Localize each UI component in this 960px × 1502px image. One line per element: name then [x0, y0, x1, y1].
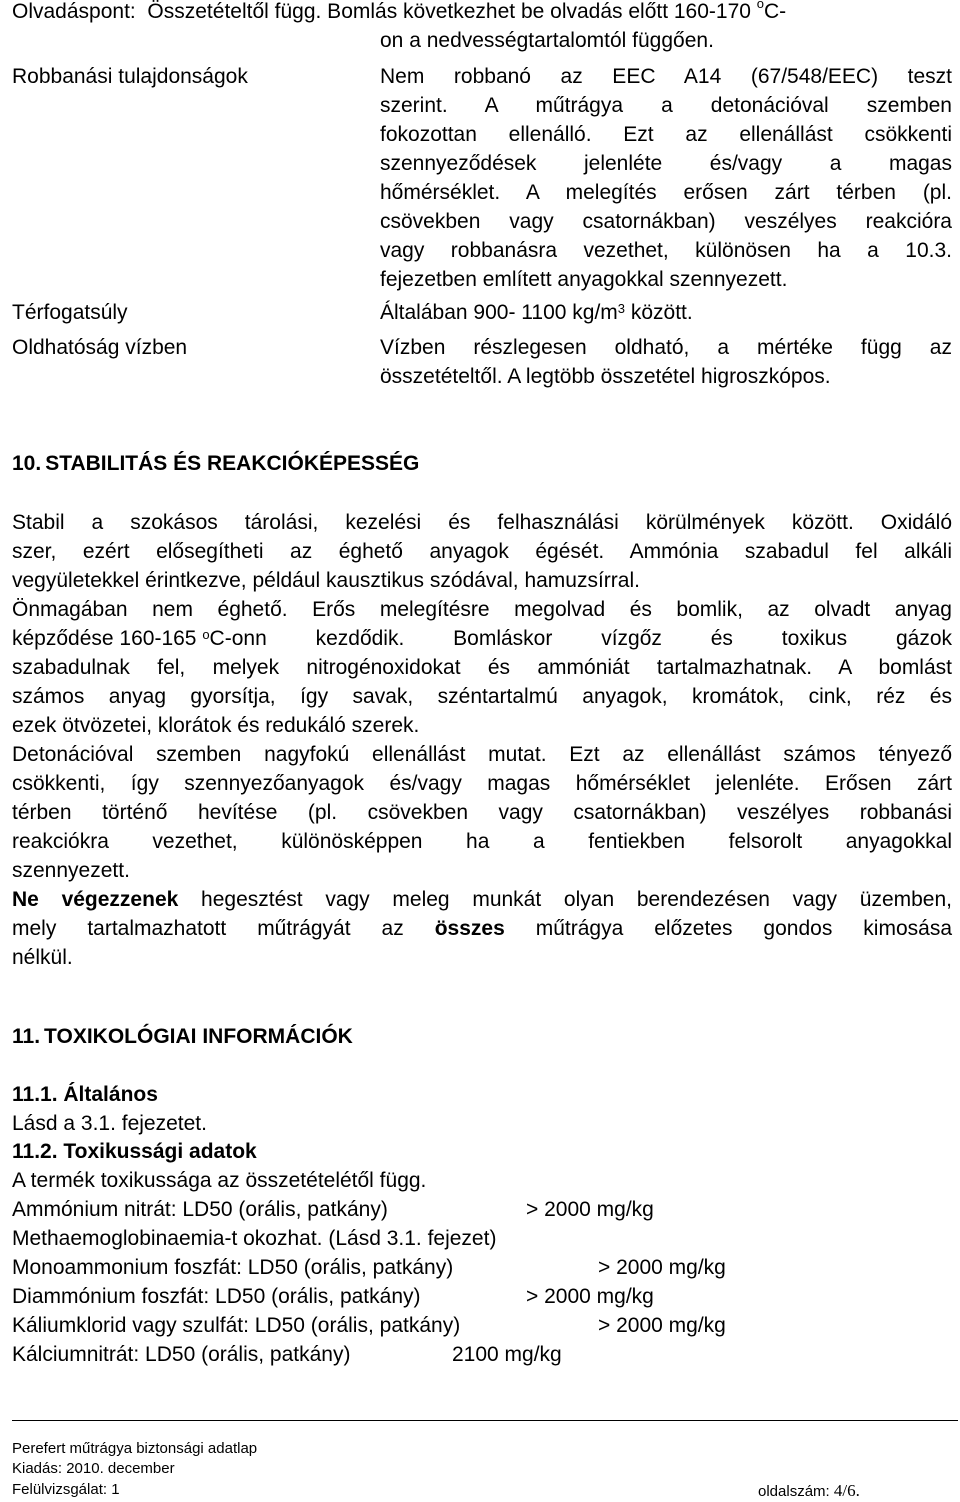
solubility-label: Oldhatóság vízben — [12, 336, 188, 359]
bulk-density-label: Térfogatsúly — [12, 301, 128, 324]
tox-line: A termék toxikussága az összetételétől függ. — [12, 1169, 427, 1192]
explosive-properties-label: Robbanási tulajdonságok — [12, 65, 248, 88]
warning-line-3: nélkül. — [12, 946, 73, 969]
tox-line: Káliumklorid vagy szulfát: LD50 (orális, patkány) > 2000 mg/kg — [12, 1314, 726, 1337]
bulk-density-value: Általában 900- 1100 $kg/m^3$ között. — [380, 301, 693, 324]
tox-line: Diammónium foszfát: LD50 (orális, patkány) > 2000 mg/kg — [12, 1285, 654, 1308]
solubility-value: Vízben részlegesen oldható, a mértéke függ az összetételtől. A legtöbb összetétel higroszkópos. — [380, 336, 952, 388]
section-10-heading: 10. STABILITÁS ÉS REAKCIÓKÉPESSÉG — [12, 452, 420, 475]
tox-line: Monoammonium foszfát: LD50 (orális, patkány) > 2000 mg/kg — [12, 1256, 726, 1279]
melting-point-label: Olvadáspont: — [12, 0, 136, 23]
melting-point-value-cont: on a nedvességtartalomtól függően. — [380, 29, 714, 52]
subsection-11-2-title: 11.2. Toxikussági adatok — [12, 1140, 257, 1163]
tox-line: Ammónium nitrát: LD50 (orális, patkány) > 2000 mg/kg — [12, 1198, 654, 1221]
tox-line: Methaemoglobinaemia-t okozhat. (Lásd 3.1. fejezet) — [12, 1227, 497, 1250]
footer-doc-title: Perefert műtrágya biztonsági adatlap — [12, 1440, 258, 1457]
degree-sup: o — [756, 0, 765, 11]
footer-page-number: oldalszám: 4/6. — [758, 1481, 860, 1500]
warning-line-2: mely tartalmazhatott műtrágyát az összes műtrágya előzetes gondos kimosása — [12, 917, 952, 940]
subsection-11-1-title: 11.1. Általános — [12, 1083, 158, 1106]
footer-review: Felülvizsgálat: 1 — [12, 1481, 120, 1498]
warning-line-1: Ne végezzenek hegesztést vagy meleg munkát olyan berendezésen vagy üzemben, — [12, 888, 952, 911]
explosive-properties-value: Nem robbanó az EEC A14 (67/548/EEC) teszt szerint. A műtrágya a detonációval szemben fokozottan ellenálló. Ezt az ellenállást csökkenti szennyeződések jelenléte és/vagy a magas hőmérséklet. A melegítés erősen zárt térben (pl. csövekben vagy csatornákban) veszélyes reakcióra vagy robbanásra vezethet, különösen ha a 10.3. fejezetben említett anyagokkal szennyezett. — [380, 65, 952, 291]
tox-line: Kálciumnitrát: LD50 (orális, patkány) 2100 mg/kg — [12, 1343, 562, 1366]
subsection-11-1-text: Lásd a 3.1. fejezetet. — [12, 1112, 207, 1135]
footer-divider — [12, 1420, 958, 1421]
section-11-heading: 11. TOXIKOLÓGIAI INFORMÁCIÓK — [12, 1025, 353, 1048]
section-10-body: Stabil a szokásos tárolási, kezelési és felhasználási körülmények között. Oxidáló szer, ezért elősegítheti az éghető anyagok égését. Ammónia szabadul fel alkáli vegyületekkel érintkezve, például kausztikus szódával, hamuzsírral. Önmagában nem éghető. Erős melegítésre megolvad és bomlik, az olvadt anyag képződése 160-165 $^o$ C-onn kezdődik. Bomláskor vízgőz és toxikus gázok szabadulnak fel, melyek nitrogénoxidokat és ammóniát tartalmazhatnak. A bomlást számos anyag gyorsítja, így savak, széntartalmú anyagok, kromátok, cink, réz és ezek ötvözetei, klorátok és redukáló szerek. Detonációval szemben nagyfokú ellenállást mutat. Ezt az ellenállást számos tényező csökkenti, így szennyezőanyagok és/vagy magas hőmérséklet jelenléte. Erősen zárt térben történő hevítése (pl. csövekben vagy csatornákban) veszélyes robbanási reakciókra vezethet, különösképpen ha a fentiekben felsorolt anyagokkal szennyezett. Ne végezzenek hegesztést vagy meleg munkát olyan berendezésen vagy üzemben, mely tartalmazhatott műtrágyát az összes műtrágya előzetes gondos kimosása nélkül. — [12, 508, 952, 972]
melting-point-value: Összetételtől függ. Bomlás következhet be olvadás előtt 160-170 — [147, 0, 757, 23]
footer-issue: Kiadás: 2010. december — [12, 1460, 175, 1477]
